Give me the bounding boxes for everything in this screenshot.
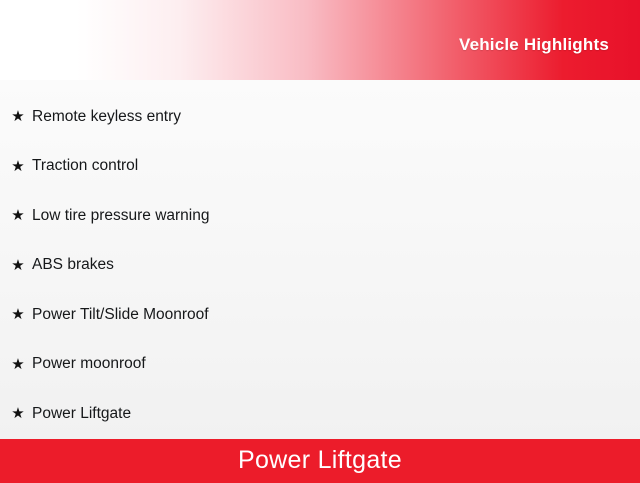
highlight-label: Low tire pressure warning xyxy=(32,206,210,224)
highlight-label: Remote keyless entry xyxy=(32,107,182,125)
highlight-label: Power Liftgate xyxy=(32,404,132,422)
list-item xyxy=(0,92,640,142)
highlight-label: ABS brakes xyxy=(32,256,114,274)
header-banner xyxy=(0,0,640,80)
star-icon: ★ xyxy=(11,306,25,324)
list-item xyxy=(0,191,640,241)
page-title: Vehicle Highlights xyxy=(458,35,609,54)
star-icon: ★ xyxy=(11,108,25,126)
highlight-label: Power Tilt/Slide Moonroof xyxy=(32,305,209,323)
star-icon: ★ xyxy=(11,207,25,225)
highlights-list xyxy=(0,92,640,439)
footer-banner xyxy=(0,439,640,483)
highlight-label: Traction control xyxy=(32,157,139,175)
highlights-section xyxy=(0,80,640,439)
star-icon: ★ xyxy=(11,256,25,274)
list-item xyxy=(0,142,640,192)
star-icon: ★ xyxy=(11,157,25,175)
star-icon: ★ xyxy=(11,355,25,373)
footer-caption: Power Liftgate xyxy=(237,446,402,474)
highlight-label: Power moonroof xyxy=(32,355,146,373)
star-icon: ★ xyxy=(11,405,25,423)
list-item xyxy=(0,290,640,340)
list-item xyxy=(0,389,640,439)
list-item xyxy=(0,340,640,390)
list-item xyxy=(0,241,640,291)
